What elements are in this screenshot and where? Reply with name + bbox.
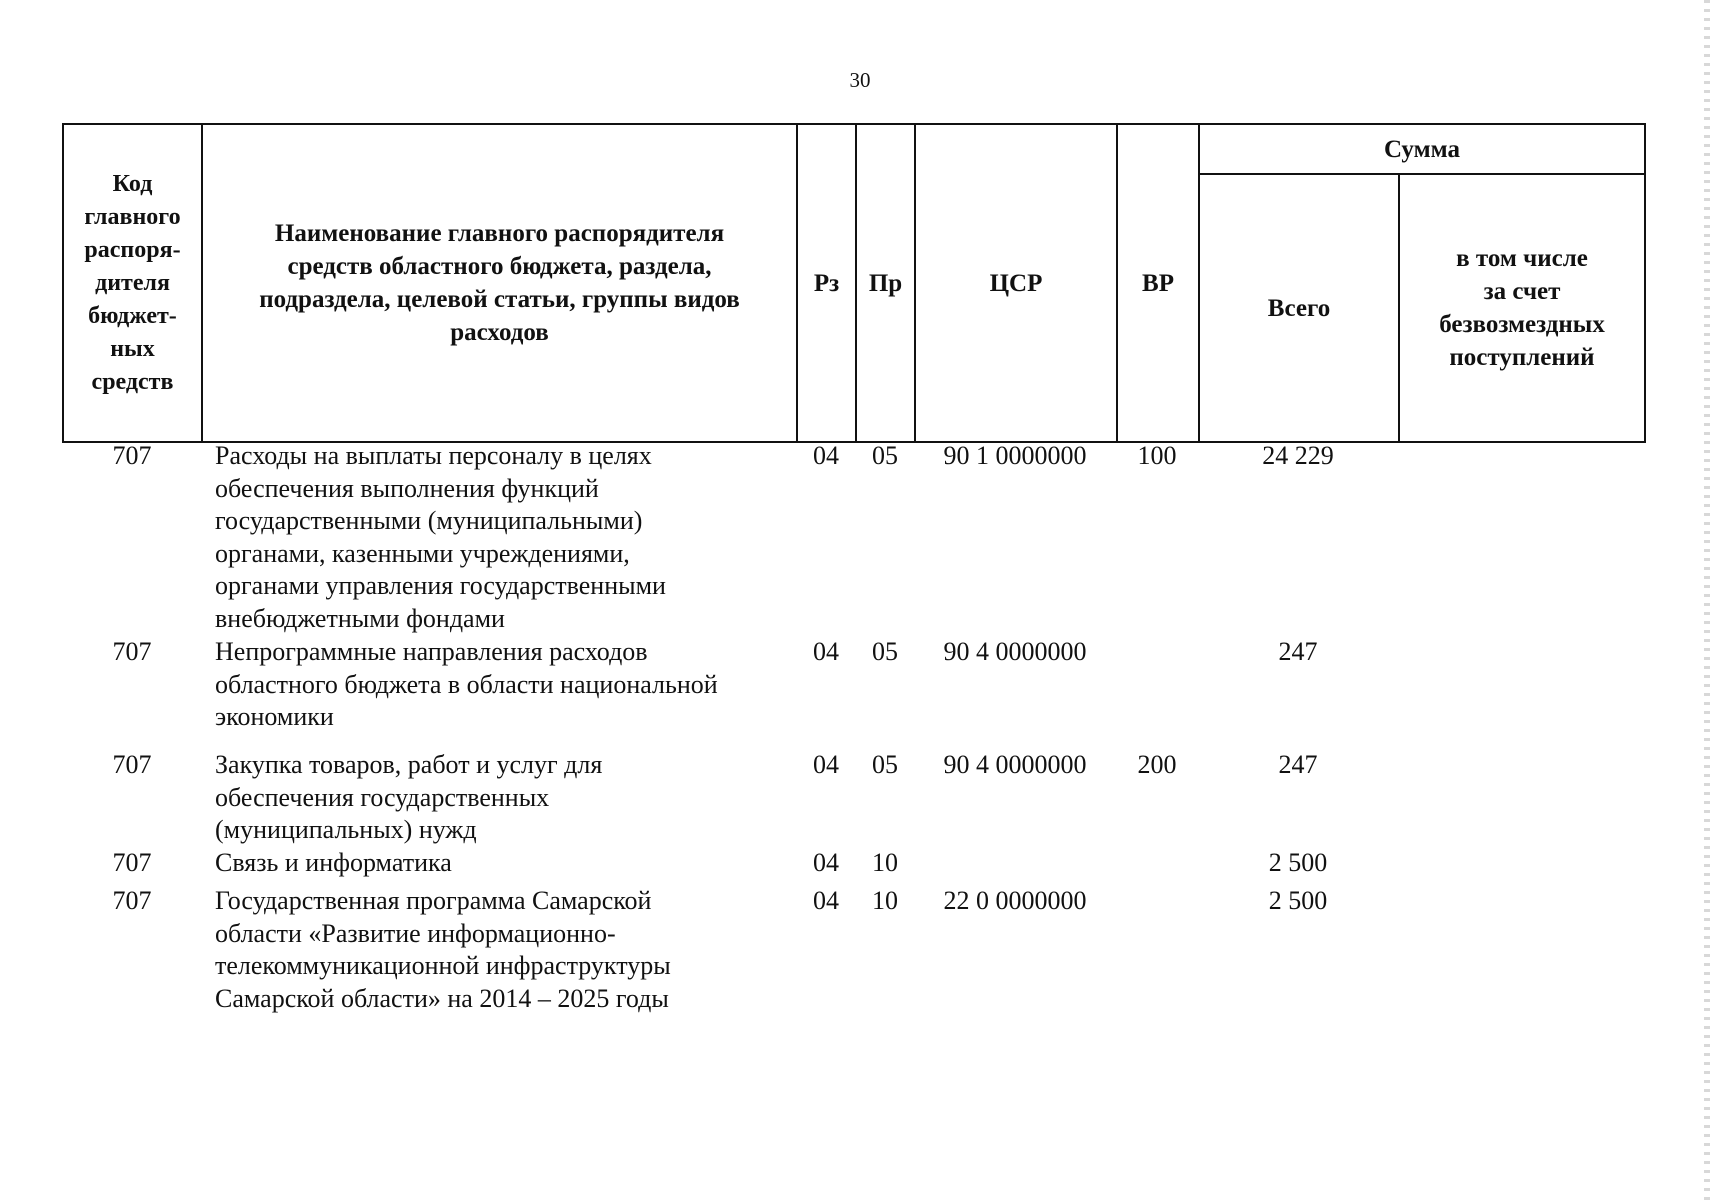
table-header: [62, 123, 1646, 443]
cell-code: 707: [112, 441, 152, 470]
header-vr: ВР: [1117, 124, 1199, 442]
header-free: в том числе за счет безвозмездных поступлений: [1399, 174, 1645, 442]
cell-code: 707: [112, 750, 152, 779]
cell-vr: 100: [1137, 441, 1177, 470]
cell-csr: 90 4 0000000: [943, 750, 1087, 779]
cell-name: Расходы на выплаты персоналу в целях обеспечения выполнения функций государственными (муниципальными) органами, казенными учреждениями, органами управления государственными внебюджетными фондами: [215, 441, 666, 633]
cell-code: 707: [112, 637, 152, 666]
cell-total: 24 229: [1262, 441, 1334, 470]
cell-total: 2 500: [1268, 848, 1328, 877]
header-code: Код главного распоря- дителя бюджет- ных средств: [63, 124, 202, 442]
cell-name: Закупка товаров, работ и услуг для обеспечения государственных (муниципальных) нужд: [215, 750, 603, 845]
cell-pr: 10: [872, 848, 898, 877]
cell-pr: 10: [872, 886, 898, 915]
cell-rz: 04: [813, 848, 839, 877]
cell-pr: 05: [872, 441, 898, 470]
cell-pr: 05: [872, 637, 898, 666]
cell-pr: 05: [872, 750, 898, 779]
header-rz: Рз: [797, 124, 856, 442]
page-number: 30: [849, 68, 871, 92]
cell-csr: 22 0 0000000: [943, 886, 1087, 915]
header-total: Всего: [1199, 174, 1399, 442]
cell-code: 707: [112, 848, 152, 877]
scan-edge: [1704, 0, 1710, 1200]
cell-csr: 90 1 0000000: [943, 441, 1087, 470]
cell-code: 707: [112, 886, 152, 915]
cell-rz: 04: [813, 441, 839, 470]
header-name: Наименование главного распорядителя средств областного бюджета, раздела, подраздела, целевой статьи, группы видов расходов: [202, 124, 797, 442]
cell-name: Государственная программа Самарской области «Развитие информационно- телекоммуникационной инфраструктуры Самарской области» на 2014 – 2025 годы: [215, 886, 671, 1013]
cell-vr: 200: [1137, 750, 1177, 779]
cell-name: Связь и информатика: [215, 848, 452, 877]
header-pr: Пр: [856, 124, 915, 442]
cell-rz: 04: [813, 886, 839, 915]
header-csr: ЦСР: [915, 124, 1117, 442]
cell-total: 2 500: [1268, 886, 1328, 915]
cell-total: 247: [1278, 750, 1318, 779]
header-sum: Сумма: [1199, 124, 1645, 174]
cell-csr: 90 4 0000000: [943, 637, 1087, 666]
cell-name: Непрограммные направления расходов областного бюджета в области национальной экономики: [215, 637, 718, 732]
cell-total: 247: [1278, 637, 1318, 666]
cell-rz: 04: [813, 637, 839, 666]
cell-rz: 04: [813, 750, 839, 779]
